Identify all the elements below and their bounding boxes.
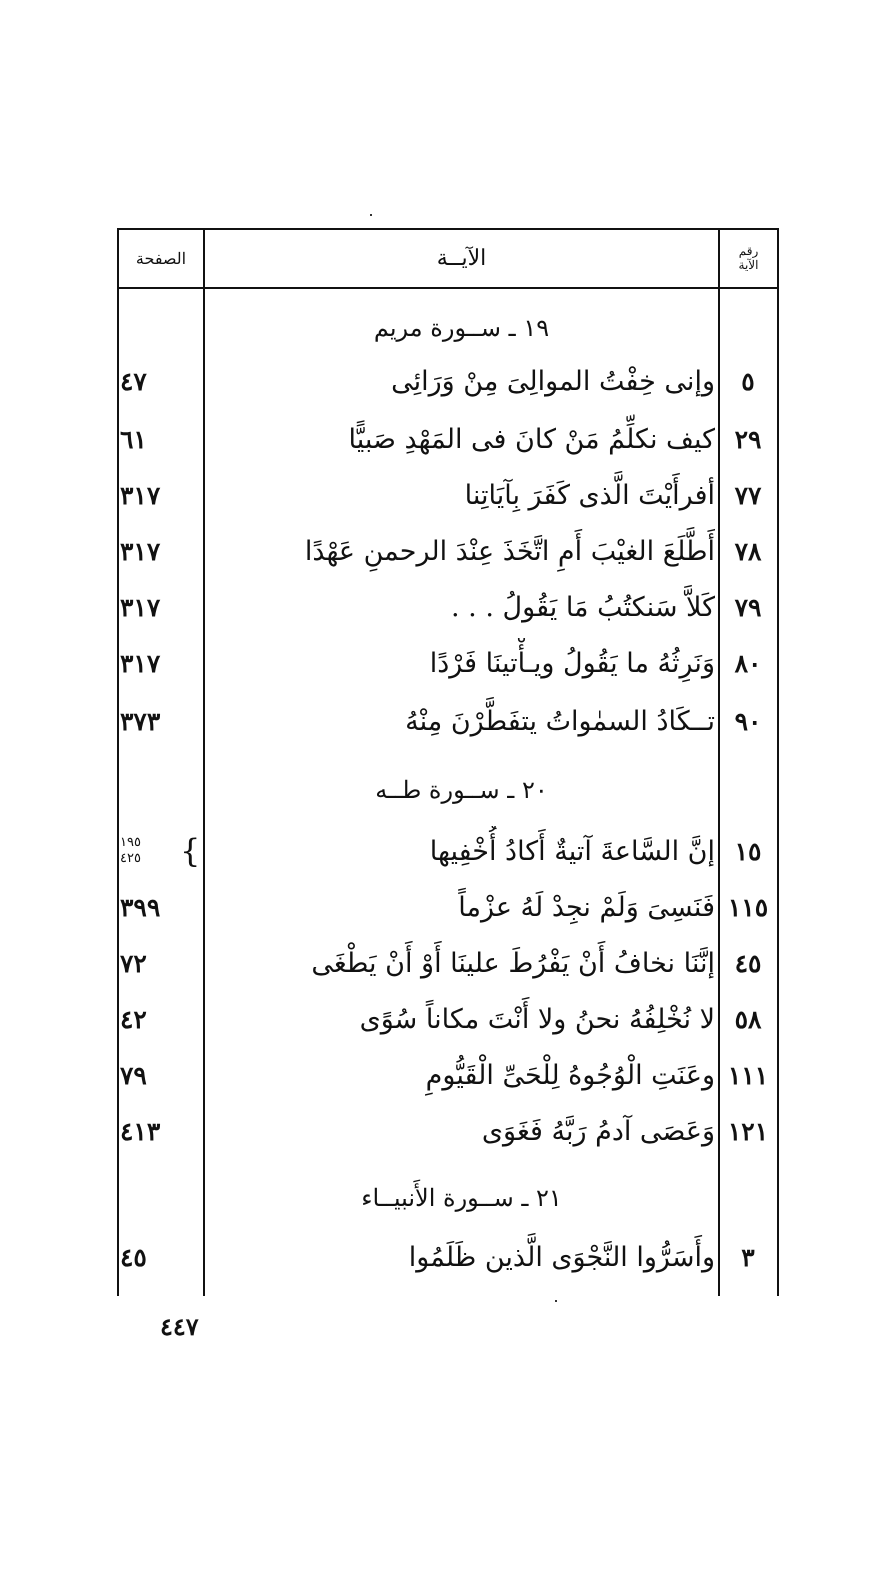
- ayah-number: ١٢١: [727, 1116, 769, 1146]
- table-row: [120, 938, 775, 988]
- page-number: ٣١٧: [120, 536, 161, 566]
- ayah-text: أفرأَيْتَ الَّذى كَفَرَ بِآيَاتِنا: [464, 479, 715, 511]
- surah-title: ٢٠ ـ ســورة طــه: [375, 776, 548, 804]
- table-row: [120, 1232, 775, 1282]
- ayah-text: وَعَصَى آدمُ رَبَّهُ فَغَوَى: [481, 1115, 715, 1147]
- table-row: [120, 696, 775, 746]
- ayah-text: لا نُخْلِفُهُ نحنُ ولا أَنْتَ مكاناً سُوًى: [359, 1003, 715, 1035]
- ayah-number: ١١٥: [727, 892, 769, 922]
- table-row: [120, 414, 775, 464]
- page-number: ٤٢: [120, 1004, 147, 1034]
- ayah-text: وإنى خِفْتُ الموالِىَ مِنْ وَرَائِى: [391, 365, 715, 397]
- ayah-text: كَلاَّ سَنكتُبُ مَا يَقُولُ . . .: [451, 591, 715, 623]
- page-number: ٣١٧: [120, 648, 161, 678]
- table-row: [120, 882, 775, 932]
- ayah-number: ٧٧: [734, 480, 762, 510]
- ayah-number: ٣: [741, 1242, 755, 1272]
- header-number-column: [721, 236, 776, 280]
- page-number: ٤١٣: [120, 1116, 161, 1146]
- folio-page-number: ٤٤٧: [160, 1312, 199, 1341]
- page-number: ١٩٥: [120, 835, 141, 850]
- speck-mark: [370, 214, 372, 216]
- ayah-number: ٧٨: [734, 536, 762, 566]
- table-row: [120, 582, 775, 632]
- ayah-text: أَطَّلَعَ الغيْبَ أَمِ اتَّخَذَ عِنْدَ الرحمنِ عَهْدًا: [304, 535, 715, 567]
- table-row: [120, 638, 775, 688]
- table-left-border: [117, 228, 119, 1296]
- page-number: ٣١٧: [120, 592, 161, 622]
- page-number: ٣٧٣: [120, 706, 161, 736]
- surah-title: ١٩ ـ ســورة مريم: [373, 314, 550, 342]
- ayah-text: كيف نكلِّمُ مَنْ كانَ فى المَهْدِ صَبيًّا: [348, 423, 715, 455]
- table-row: [120, 1106, 775, 1156]
- page-number: ٤٢٥: [120, 851, 141, 866]
- page-number: ٧٩: [120, 1060, 147, 1090]
- header-page-column: الصفحة: [135, 248, 187, 268]
- table-header-rule: [117, 287, 779, 289]
- ayah-text: إنَّ السَّاعةَ آتيةٌ أَكادُ أُخْفِيها: [429, 835, 715, 867]
- page-number: ٣١٧: [120, 480, 161, 510]
- page-number: ٦١: [120, 424, 147, 454]
- ayah-number: ٤٥: [734, 948, 762, 978]
- table-row: [120, 470, 775, 520]
- table-top-rule: [117, 228, 779, 230]
- ayah-text: إنَّنَا نخافُ أَنْ يَفْرُطَ علينَا أَوْ أَنْ يَطْغَى: [311, 947, 715, 979]
- speck-mark: [555, 1300, 557, 1302]
- ayah-number: ٥: [741, 366, 755, 396]
- table-row: [120, 826, 775, 876]
- header-ayah-column: الآيــة: [436, 245, 487, 271]
- ayah-text: وَنَرِثُهُ ما يَقُولُ ويـأْتينَا فَرْدًا: [429, 647, 715, 679]
- page-number: ٣٩٩: [120, 892, 161, 922]
- header-number-line2: الآية: [738, 258, 759, 272]
- page-number: ٤٥: [120, 1242, 147, 1272]
- page-number: ٤٧: [120, 366, 147, 396]
- ayah-number: ٢٩: [734, 424, 762, 454]
- ayah-text: وأَسَرُّوا النَّجْوَى الَّذين ظَلَمُوا: [408, 1241, 715, 1273]
- table-row: [120, 356, 775, 406]
- ayah-number: ١١١: [727, 1060, 769, 1090]
- ayah-number: ٨٠: [734, 648, 762, 678]
- ayah-number: ٩٠: [734, 706, 762, 736]
- header-number-line1: رقم: [738, 244, 759, 258]
- surah-title: ٢١ ـ ســورة الأَنبيــاء: [361, 1184, 562, 1212]
- page-number: ٧٢: [120, 948, 147, 978]
- ayah-number: ١٥: [734, 836, 762, 866]
- table-row: [120, 994, 775, 1044]
- curly-brace-icon: {: [180, 832, 201, 870]
- table-row: [120, 526, 775, 576]
- table-right-border: [777, 228, 779, 1296]
- table-row: [120, 1050, 775, 1100]
- ayah-text: تــكَادُ السمٰواتُ يتفَطَّرْنَ مِنْهُ: [405, 705, 715, 737]
- ayah-text: وعَنَتِ الْوُجُوهُ لِلْحَىِّ الْقَيُّومِ: [425, 1059, 715, 1091]
- ayah-number: ٥٨: [734, 1004, 762, 1034]
- ayah-text: فَنَسِىَ وَلَمْ نجِدْ لَهُ عزْماً: [458, 891, 715, 923]
- ayah-number: ٧٩: [734, 592, 762, 622]
